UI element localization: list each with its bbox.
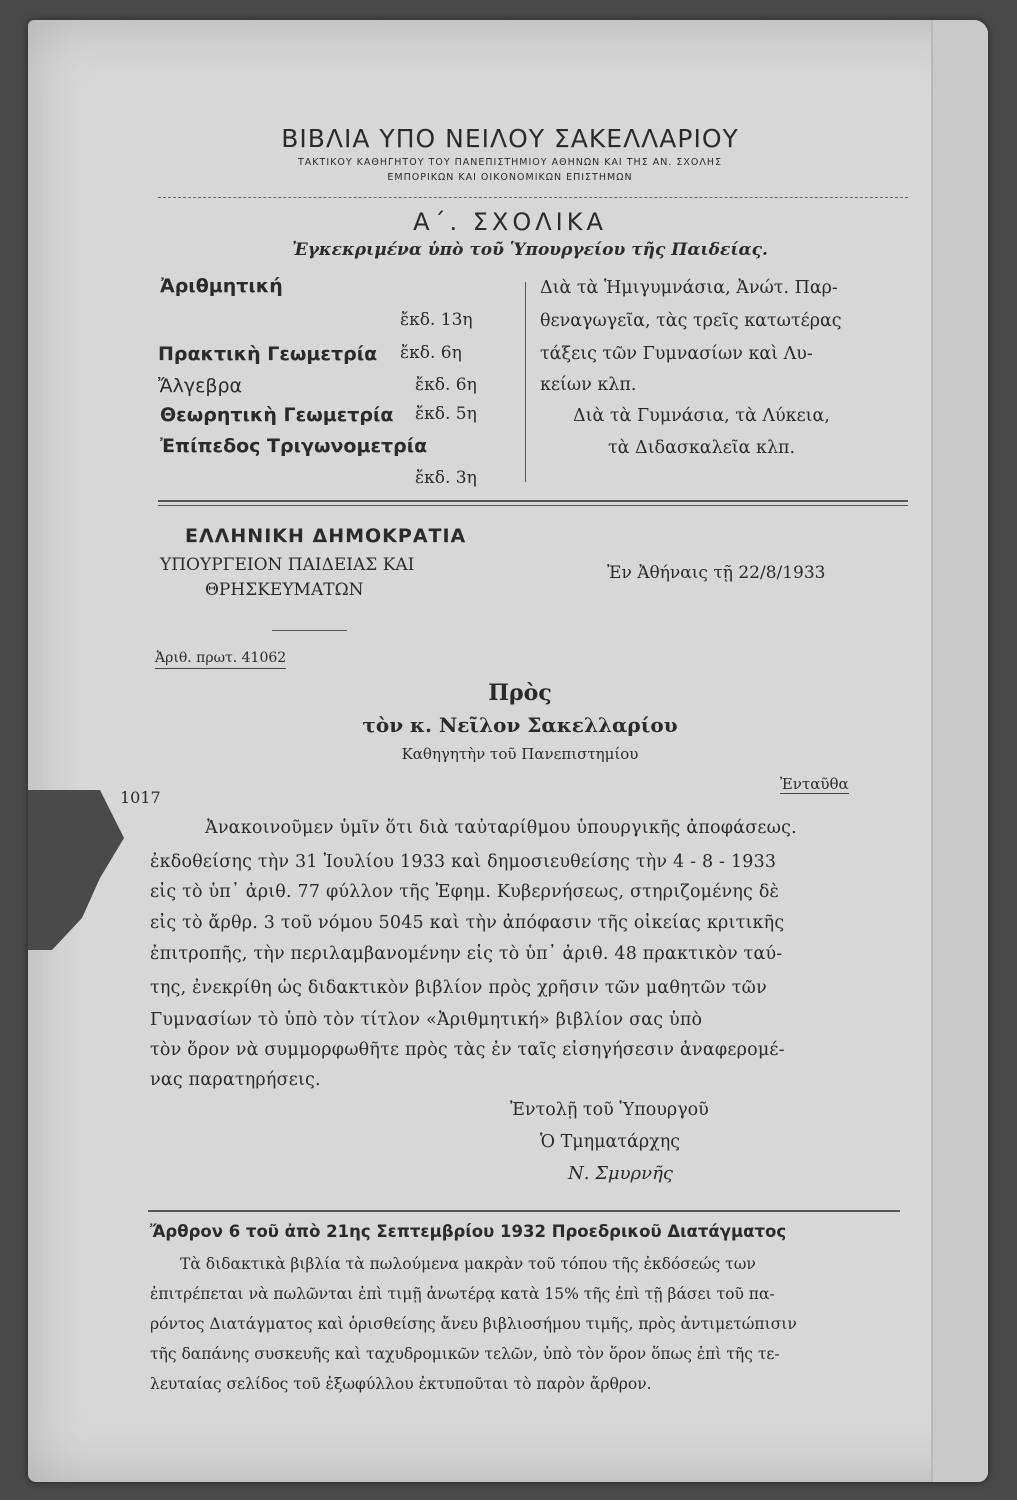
article-heading: Ἄρθρον 6 τοῦ ἀπὸ 21ης Σεπτεμβρίου 1932 Προεδρικοῦ Διατάγματος	[150, 1222, 787, 1241]
article-line: τῆς δαπάνης συσκευῆς καὶ ταχυδρομικῶν τελῶν, ὑπὸ τὸν ὅρον ὅπως ἐπὶ τῆς τε-	[150, 1345, 780, 1363]
book-edition: ἔκδ. 6η	[415, 375, 477, 395]
body-line: ἐπιτροπῆς, τὴν περιλαμβανομένην εἰς τὸ ὑπ᾽ ἀριθ. 48 πρακτικὸν ταύ-	[150, 944, 783, 964]
header-title: ΒΙΒΛΙΑ ΥΠΟ ΝΕΙΛΟΥ ΣΑΚΕΛΛΑΡΙΟΥ	[281, 124, 739, 153]
body-line: Ἀνακοινοῦμεν ὑμῖν ὅτι διὰ ταὐταρίθμου ὑπουργικῆς ἀποφάσεως.	[205, 818, 797, 838]
article-line: λευταίας σελίδος τοῦ ἐξωφύλλου ἐκτυποῦται τὸ παρὸν ἄρθρον.	[150, 1375, 652, 1393]
recipient-title: Καθηγητὴν τοῦ Πανεπιστημίου	[401, 745, 639, 763]
section-heading: Α΄. ΣΧΟΛΙΚΑ	[413, 208, 607, 236]
body-line: Γυμνασίων τὸ ὑπὸ τὸν τίτλον «Ἀριθμητική» βιβλίον σας ὑπὸ	[150, 1010, 703, 1030]
to-heading: Πρὸς	[488, 680, 552, 706]
body-line: ἐκδοθείσης τὴν 31 Ἰουλίου 1933 καὶ δημοσιευθείσης τὴν 4 - 8 - 1933	[150, 852, 777, 872]
book-title: Ἄλγεβρα	[158, 375, 243, 397]
book-title: Θεωρητικὴ Γεωμετρία	[160, 404, 394, 426]
short-rule	[272, 630, 347, 631]
article-line: ἐπιτρέπεται νὰ πωλῶνται ἐπὶ τιμῇ ἀνωτέρᾳ κατὰ 15% τῆς ἐπὶ τῇ βάσει τοῦ πα-	[150, 1285, 775, 1303]
protocol-number: Ἀριθ. πρωτ. 41062	[155, 650, 286, 669]
page-edge	[931, 20, 988, 1482]
book-edition: ἔκδ. 13η	[400, 310, 473, 330]
book-edition: ἔκδ. 5η	[415, 404, 477, 424]
note-line: Διὰ τὰ Ἡμιγυμνάσια, Ἀνώτ. Παρ-	[540, 278, 838, 298]
divider	[148, 1210, 900, 1212]
ministry-line: ΥΠΟΥΡΓΕΙΟΝ ΠΑΙΔΕΙΑΣ ΚΑΙ	[160, 555, 415, 575]
book-edition: ἔκδ. 6η	[400, 343, 462, 363]
body-line: εἰς τὸ ἄρθρ. 3 τοῦ νόμου 5045 καὶ τὴν ἀπόφασιν τῆς οἰκείας κριτικῆς	[150, 913, 785, 933]
article-line: Τὰ διδακτικὰ βιβλία τὰ πωλούμενα μακρὰν τοῦ τόπου τῆς ἐκδόσεώς των	[180, 1255, 756, 1273]
body-line: εἰς τὸ ὑπ᾽ ἀριθ. 77 φύλλον τῆς Ἐφημ. Κυβερνήσεως, στηριζομένης δὲ	[150, 882, 780, 902]
signature-line: Ἐντολῇ τοῦ Ὑπουργοῦ	[510, 1100, 709, 1120]
book-title: Πρακτικὴ Γεωμετρία	[158, 343, 378, 365]
book-title: Ἀριθμητική	[160, 275, 283, 297]
letter-date: Ἐν Ἀθήναις τῇ 22/8/1933	[607, 563, 826, 583]
stamp-line: ΕΛΛΗΝΙΚΗ ΔΗΜΟΚΡΑΤΙΑ	[185, 525, 467, 547]
approval-line: Ἐγκεκριμένα ὑπὸ τοῦ Ὑπουργείου τῆς Παιδείας.	[292, 240, 768, 260]
margin-number: 1017	[120, 788, 161, 807]
body-line: νας παρατηρήσεις.	[150, 1070, 321, 1090]
header-subtitle-1: ΤΑΚΤΙΚΟΥ ΚΑΘΗΓΗΤΟΥ ΤΟΥ ΠΑΝΕΠΙΣΤΗΜΙΟΥ ΑΘΗΝΩΝ ΚΑΙ ΤΗΣ ΑΝ. ΣΧΟΛΗΣ	[297, 157, 722, 168]
signature-name: Ν. Σμυρνῆς	[568, 1163, 673, 1184]
divider	[158, 500, 908, 502]
article-line: ρόντος Διατάγματος καὶ ὁρισθείσης ἄνευ βιβλιοσήμου τιμῆς, πρὸς ἀντιμετώπισιν	[150, 1315, 797, 1333]
ministry-line: ΘΡΗΣΚΕΥΜΑΤΩΝ	[205, 580, 364, 600]
book-title: Ἐπίπεδος Τριγωνομετρία	[160, 435, 428, 457]
body-line: τὸν ὅρον νὰ συμμορφωθῆτε πρὸς τὰς ἐν ταῖς εἰσηγήσεσιν ἀναφερομέ-	[150, 1040, 785, 1060]
book-edition: ἔκδ. 3η	[415, 468, 477, 488]
signature-line: Ὁ Τμηματάρχης	[540, 1132, 680, 1152]
divider	[158, 505, 908, 506]
recipient-name: τὸν κ. Νεῖλον Σακελλαρίου	[362, 713, 678, 737]
divider	[158, 197, 908, 198]
body-line: της, ἐνεκρίθη ὡς διδακτικὸν βιβλίον πρὸς χρῆσιν τῶν μαθητῶν τῶν	[150, 978, 767, 998]
brace-line	[525, 282, 526, 482]
note-line: κείων κλπ.	[540, 375, 637, 395]
note-line: θεναγωγεῖα, τὰς τρεῖς κατωτέρας	[540, 311, 842, 331]
note-line: τάξεις τῶν Γυμνασίων καὶ Λυ-	[540, 344, 813, 364]
torn-corner	[28, 790, 148, 950]
recipient-place: Ἐνταῦθα	[780, 775, 849, 793]
note-line: Διὰ τὰ Γυμνάσια, τὰ Λύκεια,	[573, 406, 830, 426]
header-subtitle-2: ΕΜΠΟΡΙΚΩΝ ΚΑΙ ΟΙΚΟΝΟΜΙΚΩΝ ΕΠΙΣΤΗΜΩΝ	[387, 172, 633, 183]
note-line: τὰ Διδασκαλεῖα κλπ.	[608, 438, 796, 458]
